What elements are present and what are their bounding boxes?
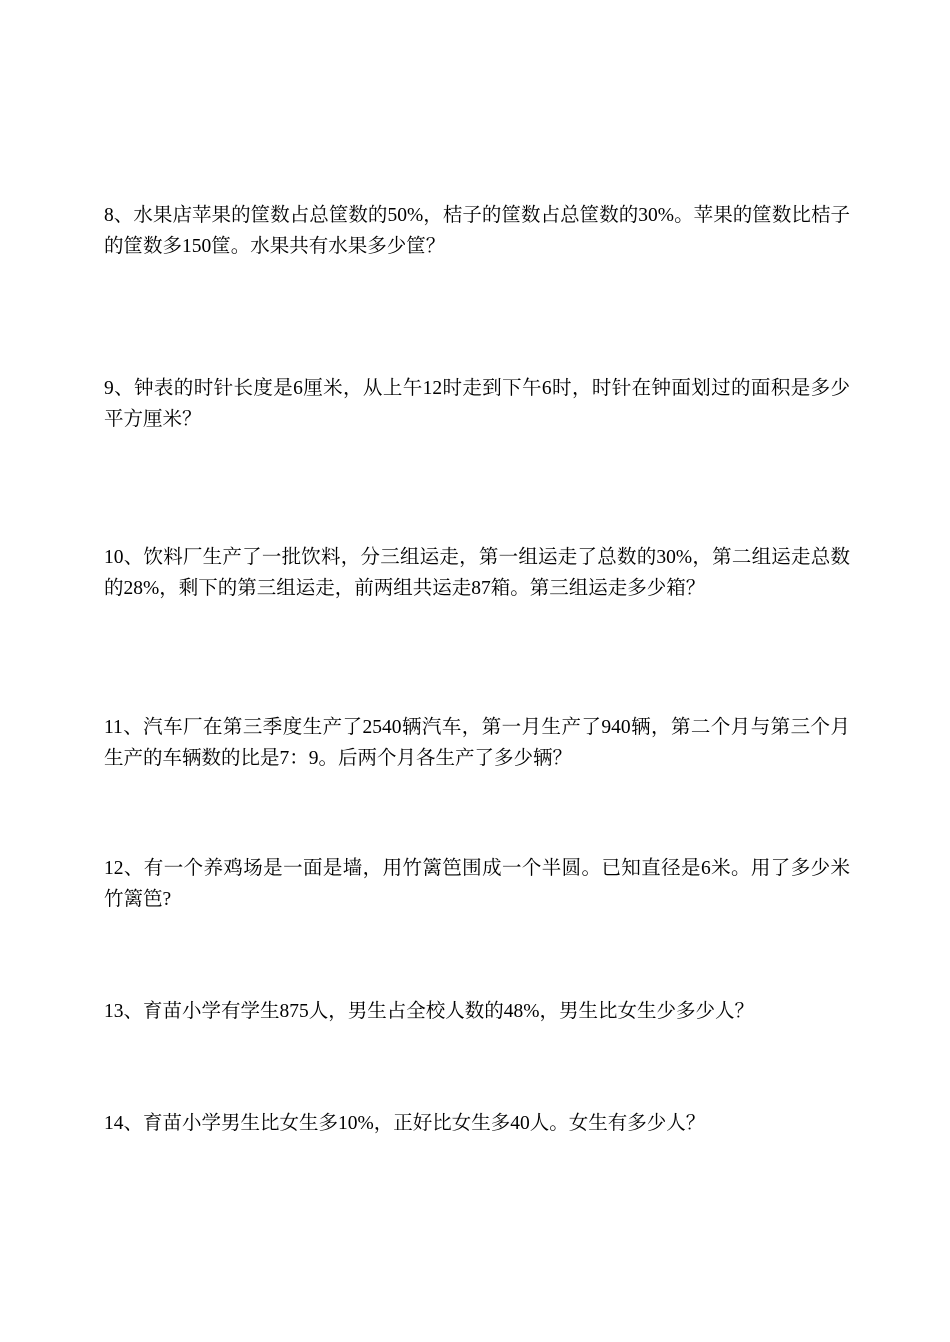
- problem-10: 10、饮料厂生产了一批饮料，分三组运走，第一组运走了总数的30%，第二组运走总数的28%，剩下的第三组运走，前两组共运走87箱。第三组运走多少箱？: [104, 547, 850, 599]
- problem-8: 8、水果店苹果的筐数占总筐数的50%，桔子的筐数占总筐数的30%。苹果的筐数比桔子的筐数多150筐。水果共有水果多少筐？: [104, 205, 850, 257]
- problem-12: 12、有一个养鸡场是一面是墙，用竹篱笆围成一个半圆。已知直径是6米。用了多少米竹篱笆?: [104, 858, 850, 910]
- problem-14: 14、育苗小学男生比女生多10%，正好比女生多40人。女生有多少人？: [104, 1113, 706, 1134]
- problem-13: 13、育苗小学有学生875人，男生占全校人数的48%，男生比女生少多少人？: [104, 1001, 754, 1022]
- problem-11: 11、汽车厂在第三季度生产了2540辆汽车，第一月生产了940辆，第二个月与第三个月生产的车辆数的比是7：9。后两个月各生产了多少辆？: [104, 717, 850, 769]
- problem-9: 9、钟表的时针长度是6厘米，从上午12时走到下午6时，时针在钟面划过的面积是多少平方厘米？: [104, 378, 850, 430]
